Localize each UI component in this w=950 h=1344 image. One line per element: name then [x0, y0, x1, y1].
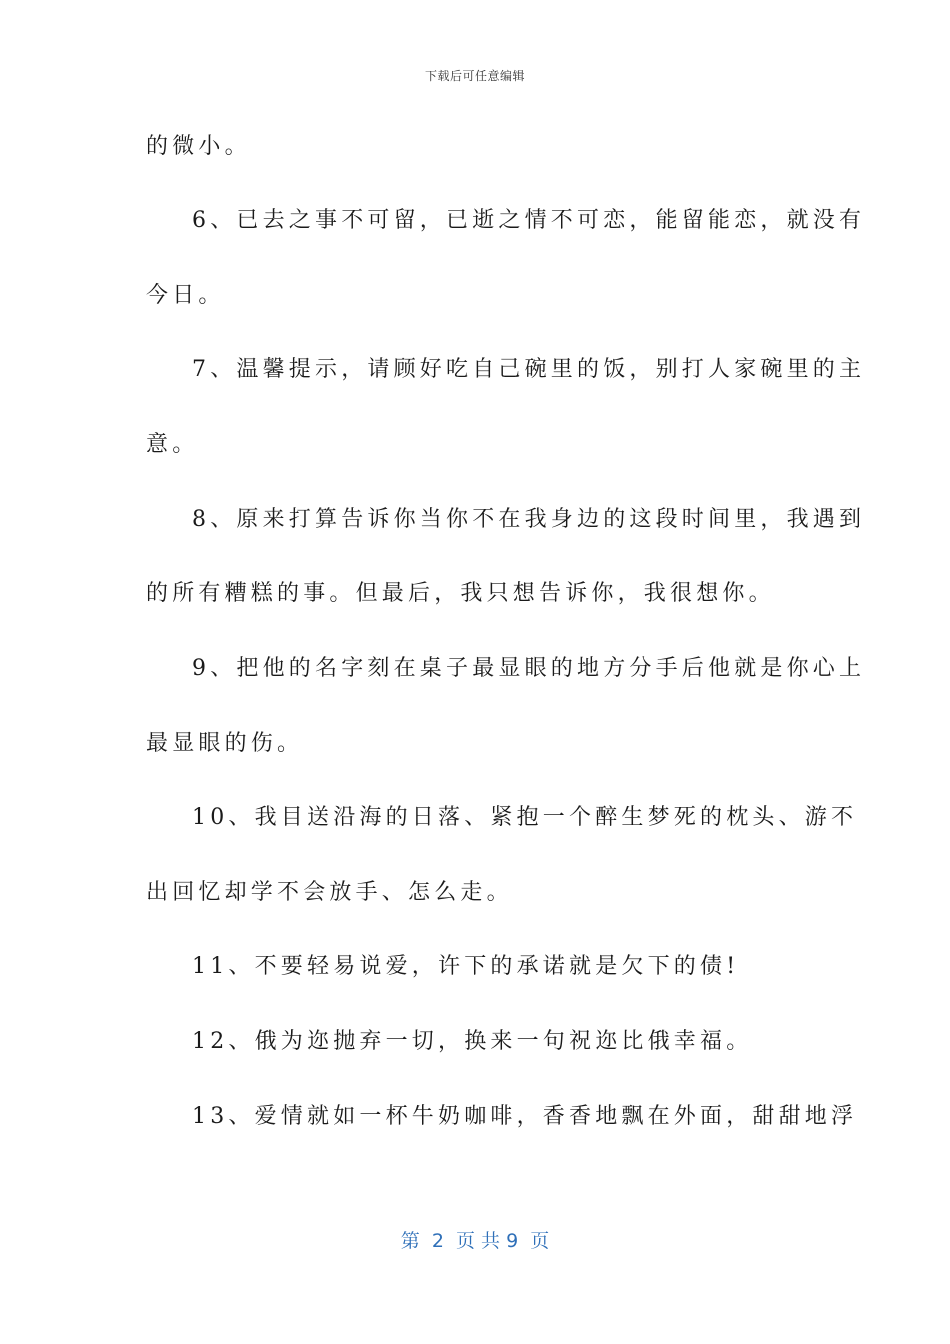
text-line: 7、温馨提示，请顾好吃自己碗里的饭，别打人家碗里的主: [192, 357, 866, 382]
text-line: 最显眼的伤。: [146, 731, 304, 756]
text-line: 6、已去之事不可留，已逝之情不可恋，能留能恋，就没有: [192, 208, 866, 233]
text-line: 意。: [146, 432, 199, 457]
text-line: 出回忆却学不会放手、怎么走。: [146, 880, 513, 905]
header-note: 下载后可任意编辑: [424, 69, 525, 83]
text-line: 11、不要轻易说爱，许下的承诺就是欠下的债!: [192, 954, 740, 979]
text-line: 8、原来打算告诉你当你不在我身边的这段时间里，我遇到: [192, 507, 866, 532]
text-line: 的微小。: [146, 134, 251, 159]
text-line: 今日。: [146, 283, 225, 308]
text-line: 10、我目送沿海的日落、紧抱一个醉生梦死的枕头、游不: [192, 805, 858, 830]
text-line: 的所有糟糕的事。但最后，我只想告诉你，我很想你。: [146, 581, 775, 606]
text-line: 9、把他的名字刻在桌子最显眼的地方分手后他就是你心上: [192, 656, 866, 681]
text-line: 12、俄为迩抛弃一切，换来一句祝迩比俄幸福。: [192, 1029, 753, 1054]
page-number: 第 2 页 共 9 页: [400, 1230, 550, 1252]
text-line: 13、爱情就如一杯牛奶咖啡，香香地飘在外面，甜甜地浮: [192, 1104, 858, 1129]
